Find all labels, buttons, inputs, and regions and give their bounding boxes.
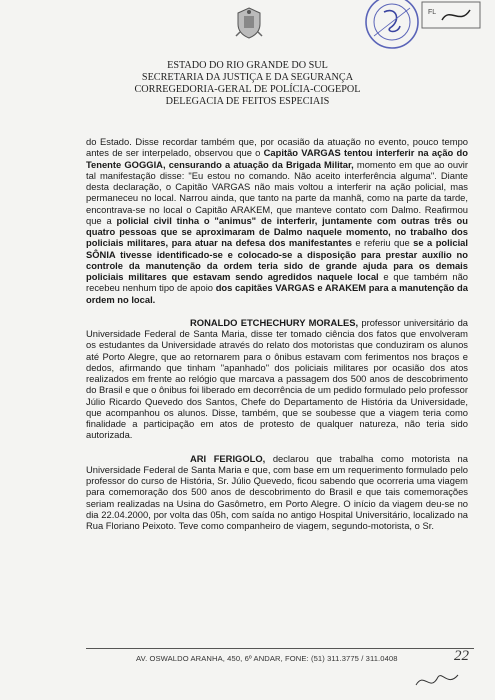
- testimony-paragraph-2: RONALDO ETCHECHURY MORALES, professor universitário da Universidade Federal de Santa Maria, disse ter tomado ciência dos fatos que envolveram os estudantes da Universidade através do relato dos motoristas que conduziram os alunos até Porto Alegre, que ao retornarem para o ônibus estavam com ferimentos nos braços e dedos, afirmando que tinham "apanhado" dos policiais militares por ocasião dos atos realizados em frente ao relógio que marcava a passagem dos 500 anos de descobrimento do Brasil e que o ônibus foi liberado em decorrência de um pedido formulado pelo professor Júlio Ricardo Quevedo dos Santos, Chefe do Departamento de História da Universidade, que acompanhou os alunos. Disse, também, que se soubesse que a viagem teria como finalidade a participação em atos de protesto de qualquer natureza, não teria sido autorizada.: [86, 316, 468, 441]
- footer-address: AV. OSWALDO ARANHA, 450, 6º ANDAR, FONE: (51) 311.3775 / 311.0408: [136, 654, 398, 663]
- page-number: 22: [454, 648, 469, 664]
- witness-name-ferigolo: ARI FERIGOLO,: [190, 452, 266, 464]
- header-corregedoria: CORREGEDORIA-GERAL DE POLÍCIA-COGEPOL: [134, 84, 361, 95]
- signature-icon: [414, 667, 460, 697]
- folio-stamp-icon: [420, 0, 482, 34]
- header-secretariat: SECRETARIA DA JUSTIÇA E DA SEGURANÇA: [141, 72, 354, 83]
- testimony-paragraph-1: do Estado. Disse recordar também que, por ocasião da atuação no evento, pouco tempo antes de ser interpelado, observou que o Capitão VARGAS tentou interferir na ação do Tenente GOGGIA, censurando a atuação da Brigada Militar, momento em que ao ouvir tal manifestação disse: "Eu estou no comando. Não aceito interferência alguma". Diante desta declaração, o Capitão VARGAS não mais voltou a interferir na ação policial, mas permaneceu no local. Narrou ainda, que tanto na parte da manhã, como na parte da tarde, encontrava-se no local o Capitão ARAKEM, que manteve contato com Dalmo. Reafirmou que a policial civil tinha o "animus" de interferir, juntamente com outras três ou quatro pessoas que se aproximaram de Dalmo naquele momento, no trabalho dos policiais militares, para atuar na defesa dos manifestantes e referiu que se a policial SÔNIA tivesse identificado-se e colocado-se a disposição para prestar auxílio no controle da manutenção da ordem teria sido de grande ajuda para os demais policiais militares que estavam sendo agredidos naquele local e que também não recebeu nenhum tipo de apoio dos capitães VARGAS e ARAKEM para a manutenção da ordem no local.: [86, 136, 468, 305]
- folio-label: FL: [428, 9, 437, 16]
- testimony-paragraph-3: ARI FERIGOLO, declarou que trabalha como motorista na Universidade Federal de Santa Maria e que, com base em um requerimento formulado pelo professor do curso de História, Sr. Júlio Quevedo, ficou sabendo que ocorreria uma viagem para comemoração dos 500 anos de descobrimento do Brasil e que tais comemorações seriam realizadas na Usina do Gasômetro, em Porto Alegre. O início da viagem deu-se no dia 22.04.2000, por volta das 05h, com saída no antigo Hospital Universitário, localizado na Rua Floriano Peixoto. Teve como companheiro de viagem, segundo-motorista, o Sr.: [86, 452, 468, 531]
- header-state: ESTADO DO RIO GRANDE DO SUL: [167, 60, 328, 71]
- header-delegacia: DELEGACIA DE FEITOS ESPECIAIS: [165, 96, 330, 107]
- official-stamp-icon: [364, 0, 420, 52]
- document-body: [86, 136, 468, 531]
- footer-divider: [86, 648, 474, 649]
- state-crest-icon: [234, 6, 264, 40]
- witness-name-morales: RONALDO ETCHECHURY MORALES,: [190, 316, 359, 328]
